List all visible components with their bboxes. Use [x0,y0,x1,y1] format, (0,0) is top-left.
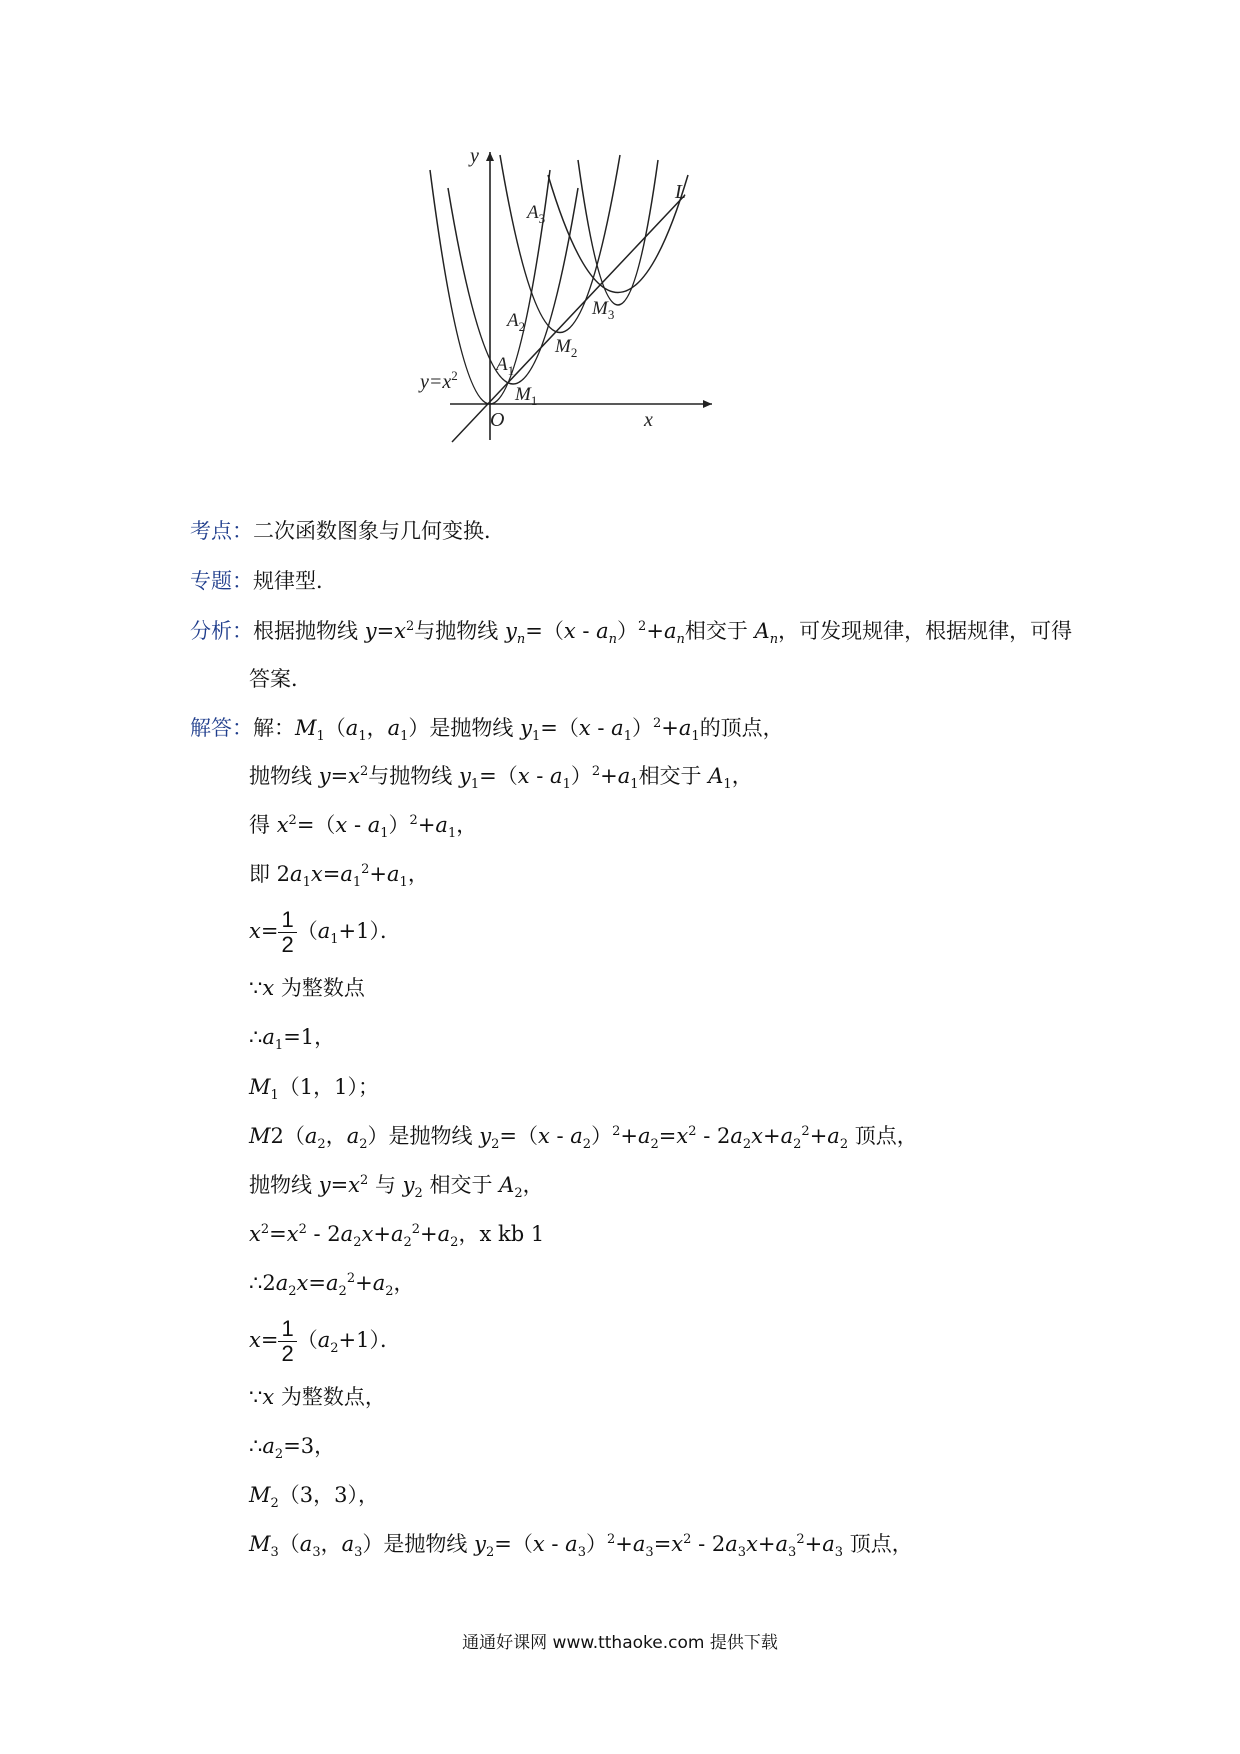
y-axis-arrow [486,152,494,161]
jieda-label: 解答： [190,716,253,740]
curve-label: $y=x^2$ [420,368,458,393]
x-axis-arrow [703,400,712,408]
page-footer: 通通好课网 www.tthaoke.com 提供下载 [462,1633,778,1653]
parabola-3 [548,175,688,293]
kaodian-text: 二次函数图象与几何变换． [253,519,505,543]
jieda-intro: 解： [253,716,295,740]
zhuanti-line [190,566,337,596]
jieda-line-17: $M_3(a_3$，$a_3$）是抛物线 $y_2=(x - a_3)^2+a_3=x^2 - 2a_3x+a_3^2+a_3$ 顶点， [249,1532,913,1561]
jieda-line-13: x= $\frac{1}{2}$ $(a_2+1)$． [249,1316,401,1366]
zhuanti-text: 规律型． [253,569,337,593]
jieda-line-5: x= $\frac{1}{2}$ $(a_1+1)$． [249,907,401,957]
x-axis-label: x [644,409,653,431]
fenxi-line: 分析：根据抛物线 $y=x^2$与抛物线 $y_n=(x - a_n)^2+a_n$相交于 $A_n$，可发现规律，根据规律，可得 [190,619,1073,648]
jieda-line-12: $\therefore 2a_2x=a_2^2+a_2$， [249,1271,415,1300]
jieda-line-1: 解答：解：$M_1(a_1$，$a_1$）是抛物线 $y_1=(x - a_1)^2+a_1$的顶点， [190,716,784,745]
jieda-line-8: $M_1(1$，1）； [249,1075,380,1104]
parabola-4 [578,160,658,305]
jieda-line-3: 得 $x^2=(x - a_1)^2+a_1$， [249,813,478,842]
line-l-label: L [675,181,687,203]
point-a1: $A_1$ [496,354,515,378]
kaodian-label: 考点： [190,519,253,543]
kaodian-line [190,516,505,546]
point-m2: $M_2$ [555,336,578,360]
fraction-half-2: $\frac{1}{2}$ [278,1317,296,1366]
jieda-line-10: 抛物线 $y=x^2$ 与 $y_2$ 相交于 $A_2$， [249,1173,544,1202]
fenxi-line-2: 答案． [249,667,312,691]
jieda-line-11: $x^2=x^2 - 2a_2x+a_2^2+a_2$，x kb 1 [249,1222,545,1251]
jieda-line-9: $M2(a_2$，$a_2$）是抛物线 $y_2=(x - a_2)^2+a_2=x^2 - 2a_2x+a_2^2+a_2$ 顶点， [249,1124,918,1153]
figure-svg [420,145,760,490]
jieda-line-7: $\therefore a_1=1$， [249,1025,336,1054]
point-a2: $A_2$ [507,310,526,334]
fenxi-label: 分析： [190,619,253,643]
point-m3: $M_3$ [592,298,615,322]
jieda-line-2: 抛物线 $y=x^2$与抛物线 $y_1=(x - a_1)^2+a_1$相交于 $A_1$， [249,764,753,793]
jieda-line-14: ∵x 为整数点， [249,1385,386,1409]
point-m1: $M_1$ [515,384,538,408]
zhuanti-label: 专题： [190,569,253,593]
point-a3: $A_3$ [527,202,546,226]
jieda-line-16: $M_2(3$，3）， [249,1483,380,1512]
y-axis-label: y [470,145,479,167]
watermark-text: x kb 1 [479,1222,545,1246]
jieda-line-15: $\therefore a_2=3$， [249,1434,336,1463]
fraction-half: $\frac{1}{2}$ [278,908,296,957]
parabola-figure [420,145,760,490]
jieda-line-6: ∵x 为整数点 [249,976,365,1000]
origin-label: O [490,409,505,431]
jieda-line-4: 即 $2a_1x=a_1^2+a_1$， [249,862,429,891]
